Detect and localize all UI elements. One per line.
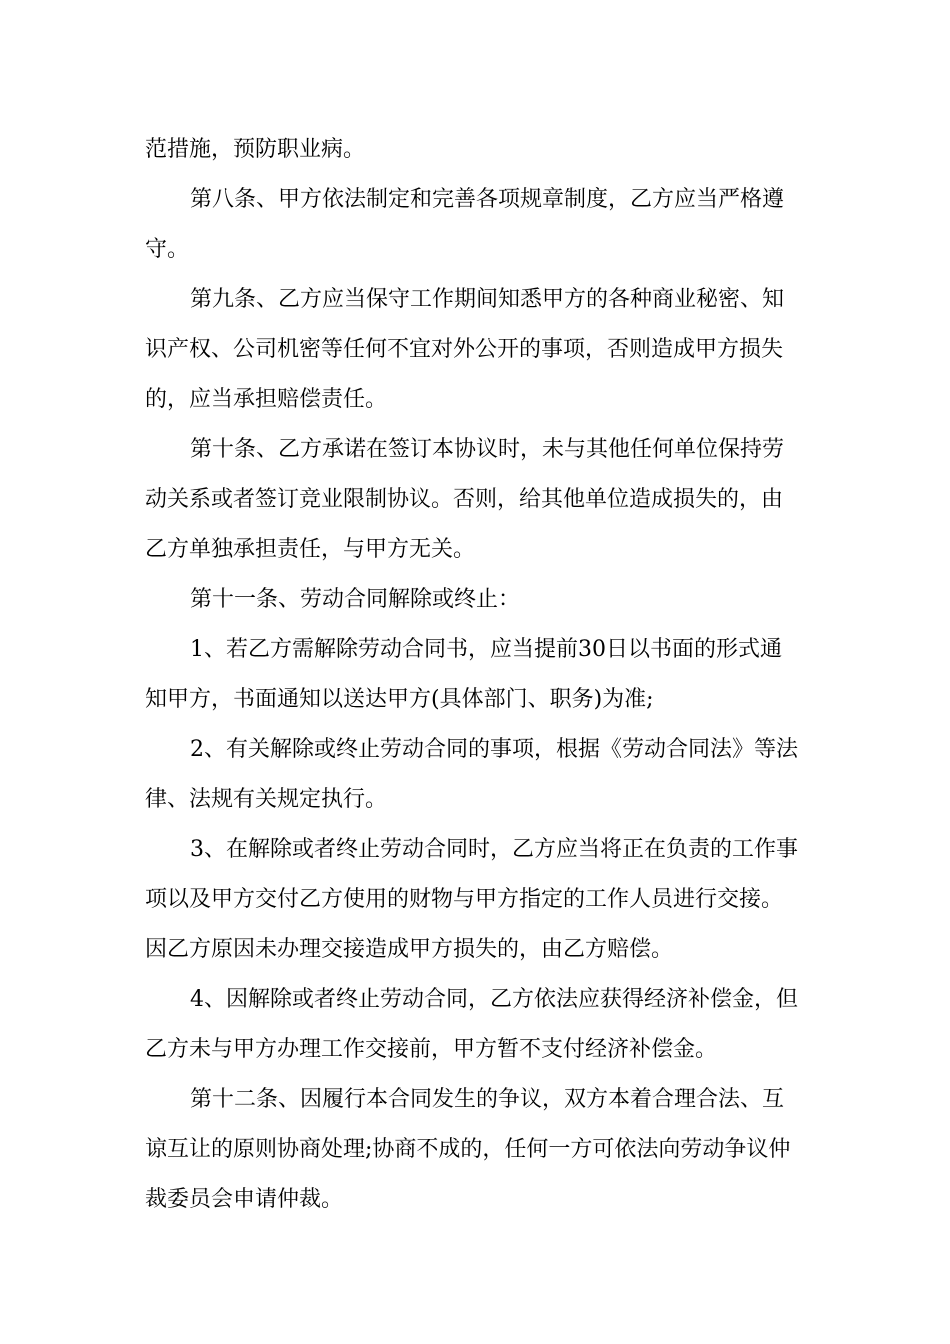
paragraph-line: 第十一条、劳动合同解除或终止： <box>190 587 521 612</box>
paragraph-line: 项以及甲方交付乙方使用的财物与甲方指定的工作人员进行交接。 <box>145 887 784 912</box>
paragraph-line: 第九条、乙方应当保守工作期间知悉甲方的各种商业秘密、知 <box>190 287 785 312</box>
paragraph-line: 乙方未与甲方办理工作交接前，甲方暂不支付经济补偿金。 <box>145 1037 718 1062</box>
paragraph-line: 识产权、公司机密等任何不宜对外公开的事项，否则造成甲方损失 <box>145 337 784 362</box>
paragraph-line: 第十条、乙方承诺在签订本协议时，未与其他任何单位保持劳 <box>190 437 785 462</box>
paragraph-line: 2、有关解除或终止劳动合同的事项，根据《劳动合同法》等法 <box>190 737 798 762</box>
paragraph-line: 律、法规有关规定执行。 <box>145 787 388 812</box>
paragraph-line: 3、在解除或者终止劳动合同时，乙方应当将正在负责的工作事 <box>190 837 798 862</box>
paragraph-line: 第八条、甲方依法制定和完善各项规章制度，乙方应当严格遵 <box>190 187 785 212</box>
paragraph-line: 动关系或者签订竞业限制协议。否则，给其他单位造成损失的，由 <box>145 487 784 512</box>
paragraph-line: 因乙方原因未办理交接造成甲方损失的，由乙方赔偿。 <box>145 937 674 962</box>
paragraph-line: 知甲方，书面通知以送达甲方(具体部门、职务)为准; <box>145 687 654 712</box>
paragraph-line: 谅互让的原则协商处理;协商不成的，任何一方可依法向劳动争议仲 <box>145 1137 791 1162</box>
paragraph-line: 守。 <box>145 237 190 262</box>
paragraph-line: 1、若乙方需解除劳动合同书，应当提前30日以书面的形式通 <box>190 637 782 662</box>
paragraph-line: 乙方单独承担责任，与甲方无关。 <box>145 537 476 562</box>
paragraph-line: 范措施，预防职业病。 <box>145 137 366 162</box>
paragraph-line: 4、因解除或者终止劳动合同，乙方依法应获得经济补偿金，但 <box>190 987 798 1012</box>
paragraph-line: 的，应当承担赔偿责任。 <box>145 387 388 412</box>
paragraph-line: 裁委员会申请仲裁。 <box>145 1187 344 1212</box>
paragraph-line: 第十二条、因履行本合同发生的争议，双方本着合理合法、互 <box>190 1087 785 1112</box>
